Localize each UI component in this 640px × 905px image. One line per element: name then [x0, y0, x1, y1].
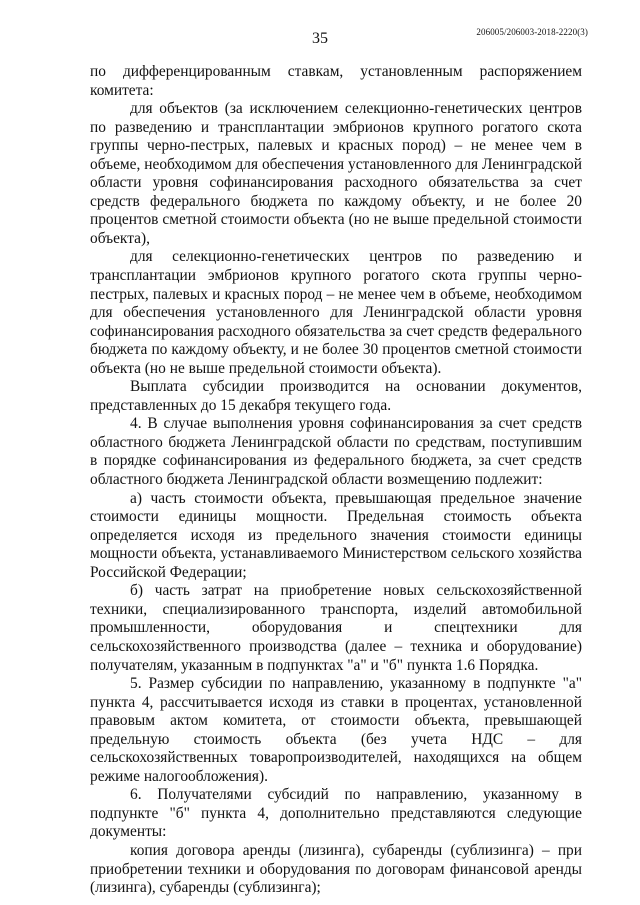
paragraph-objects-20-percent: для объектов (за исключением селекционно-генетических центров по разведению и трансплантации эмбрионов крупного рогатого скота группы черно-пестрых, палевых и красных пород) – не менее чем в объеме, необходимом для обеспечения установленного для Ленинградской области уровня софинансирования расходного обязательства за счет средств федерального бюджета по каждому объекту, и не более 20 процентов сметной стоимости объекта (но не выше предельной стоимости объекта), — [90, 100, 582, 247]
document-code: 206005/206003-2018-2220(3) — [476, 27, 588, 37]
page-number: 35 — [312, 30, 328, 47]
paragraph-committee-rates: по дифференцированным ставкам, установленным распоряжением комитета: — [90, 63, 582, 99]
paragraph-clause-4a: а) часть стоимости объекта, превышающая предельное значение стоимости единицы мощности. Предельная стоимость объекта определяется исходя из предельного значения стоимости единицы мощности объекта, устанавливаемого Министерством сельского хозяйства Российской Федерации; — [90, 489, 582, 581]
paragraph-lease-copy: копия договора аренды (лизинга), субаренды (сублизинга) – при приобретении техники и оборудования по договорам финансовой аренды (лизинга), субаренды (сублизинга); — [90, 841, 582, 897]
paragraph-genetic-centers-30-percent: для селекционно-генетических центров по разведению и трансплантации эмбрионов крупного рогатого скота группы черно-пестрых, палевых и красных пород – не менее чем в объеме, необходимом для обеспечения установленного для Ленинградской области уровня софинансирования расходного обязательства за счет средств федерального бюджета по каждому объекту, и не более 30 процентов сметной стоимости объекта (но не выше предельной стоимости объекта). — [90, 248, 582, 377]
paragraph-clause-4b: б) часть затрат на приобретение новых сельскохозяйственной техники, специализированного транспорта, изделий автомобильной промышленности, оборудования и спецтехники для сельскохозяйственного производства (далее – техника и оборудование) получателям, указанным в подпунктах "а" и "б" пункта 1.6 Порядка. — [90, 582, 582, 674]
paragraph-clause-6: 6. Получателями субсидий по направлению, указанному в подпункте "б" пункта 4, дополнительно представляются следующие документы: — [90, 786, 582, 841]
document-body — [90, 63, 582, 898]
paragraph-clause-4: 4. В случае выполнения уровня софинансирования за счет средств областного бюджета Ленинградской области по средствам, поступившим в порядке софинансирования из федерального бюджета, за счет средств областного бюджета Ленинградской области возмещению подлежит: — [90, 415, 582, 489]
paragraph-payment-deadline: Выплата субсидии производится на основании документов, представленных до 15 декабря текущего года. — [90, 378, 582, 414]
paragraph-clause-5: 5. Размер субсидии по направлению, указанному в подпункте "а" пункта 4, рассчитывается исходя из ставки в процентах, установленной правовым актом комитета, от стоимости объекта, превышающей предельную стоимость объекта (без учета НДС – для сельскохозяйственных товаропроизводителей, находящихся на общем режиме налогообложения). — [90, 675, 582, 785]
